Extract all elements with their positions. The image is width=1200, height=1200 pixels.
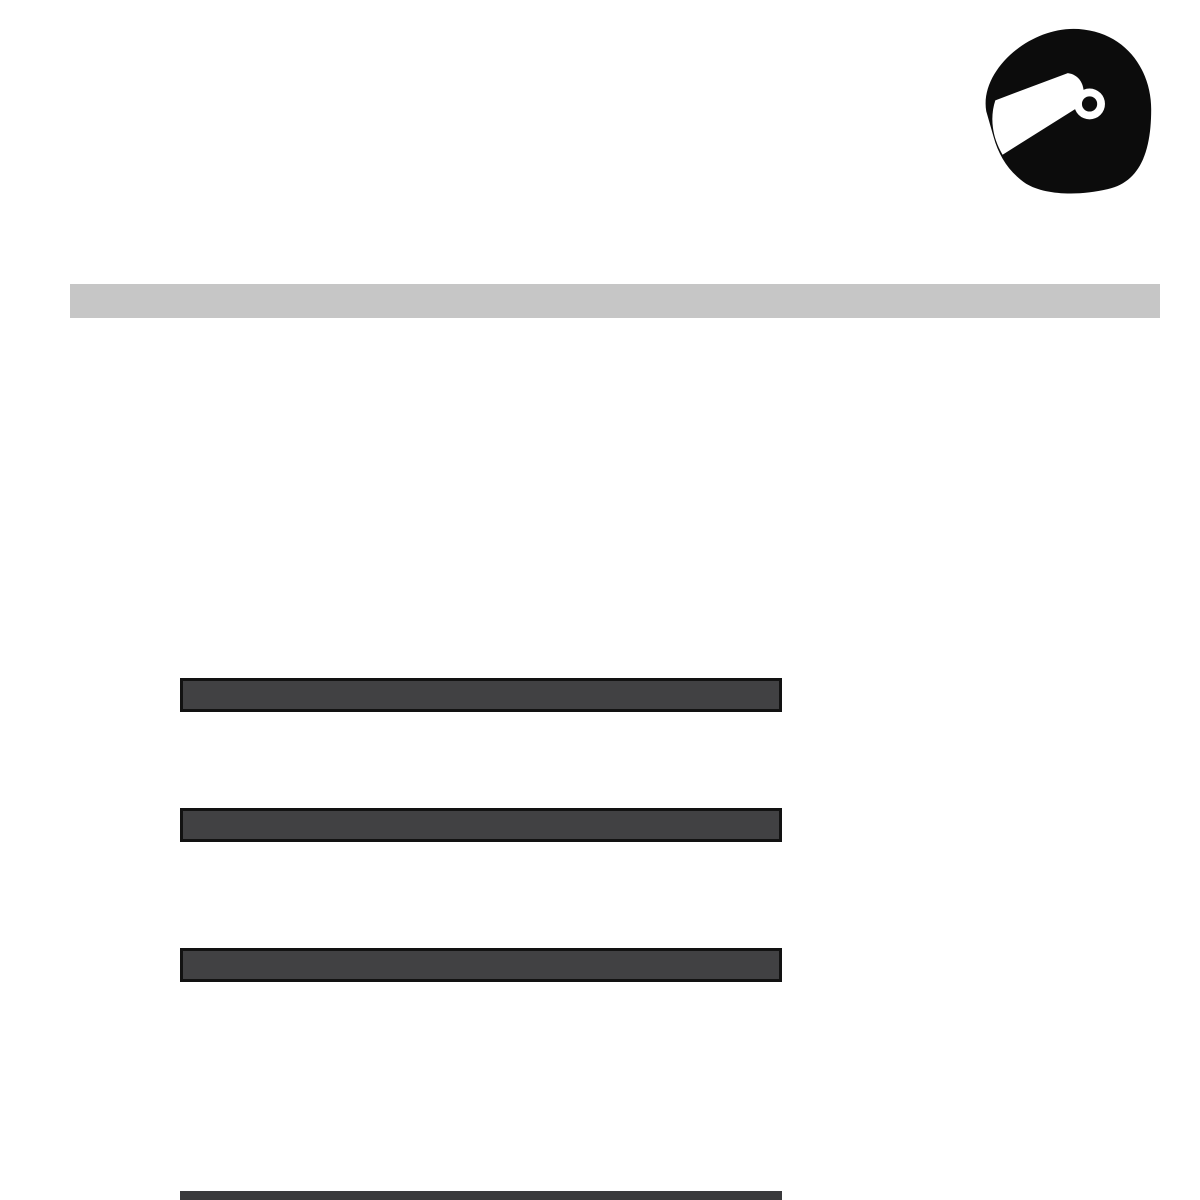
size-number-header bbox=[70, 284, 1160, 318]
shoes-section-title bbox=[180, 678, 782, 712]
cropped-next-section-bar bbox=[180, 1191, 782, 1200]
garment-size-table bbox=[70, 250, 1160, 318]
racing-helmet-icon bbox=[975, 26, 1157, 200]
size-band-row bbox=[70, 250, 1160, 284]
gloves-section-title bbox=[180, 808, 782, 842]
racing-helmet-icon-svg bbox=[975, 26, 1157, 200]
helmet-section-title bbox=[180, 948, 782, 982]
